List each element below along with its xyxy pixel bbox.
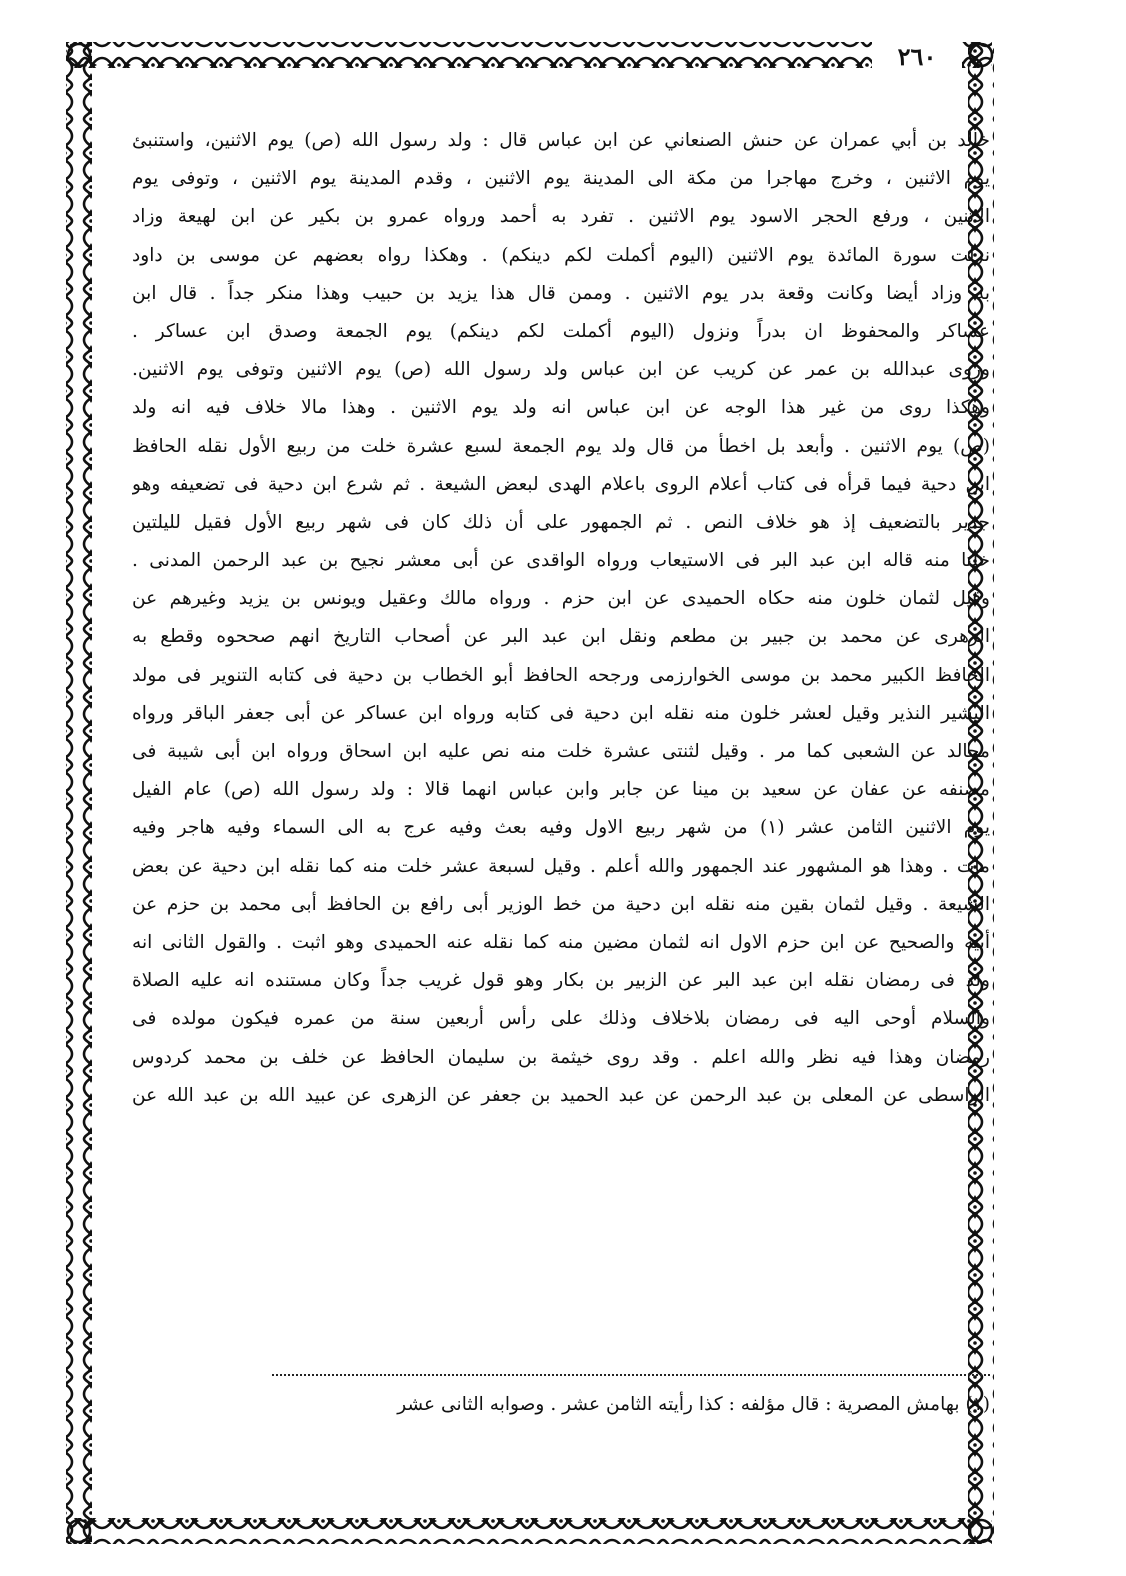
text-line: وروى عبدالله بن عمر عن كريب عن ابن عباس ولد رسول الله (ص) يوم الاثنين وتوفى يوم الاثنين. [132, 359, 990, 381]
text-line: الشيعة . وقيل لثمان بقين منه نقله ابن دحية من خط الوزير أبى رافع بن الحافظ أبى محمد بن حزم عن [132, 893, 990, 915]
text-line: أبيه والصحيح عن ابن حزم الاول انه لثمان مضين منه كما نقله عنه الحميدى وهو اثبت . والقول الثانى انه [132, 931, 990, 953]
text-line: مات . وهذا هو المشهور عند الجمهور والله أعلم . وقيل لسبعة عشر خلت منه كما نقله ابن دحية عن بعض [132, 855, 990, 877]
text-line: يوم الاثنين الثامن عشر (١) من شهر ربيع الاول وفيه بعث وفيه عرج به الى السماء وفيه هاجر وفيه [132, 817, 990, 839]
text-line: به وزاد أيضا وكانت وقعة بدر يوم الاثنين . وممن قال هذا يزيد بن حبيب وهذا منكر جداً . قال ابن [132, 282, 990, 304]
footnote: (١) بهامش المصرية : قال مؤلفه : كذا رأيته الثامن عشر . وصوابه الثانى عشر [397, 1394, 990, 1415]
text-line: خالد بن أبي عمران عن حنش الصنعاني عن ابن عباس قال : ولد رسول الله (ص) يوم الاثنين، واستنبئ [132, 130, 990, 151]
text-line: الواسطى عن المعلى بن عبد الرحمن عن عبد الحميد بن جعفر عن الزهرى عن عبيد الله بن عبد الله عن [132, 1084, 990, 1106]
text-line: البشير النذير وقيل لعشر خلون منه نقله ابن دحية فى كتابه ورواه ابن عساكر عن أبى جعفر الباقر ورواه [132, 702, 990, 724]
text-line: خلتا منه قاله ابن عبد البر فى الاستيعاب ورواه الواقدى عن أبى معشر نجيح بن عبد الرحمن المدنى . [132, 550, 990, 572]
page-number: ٢٦٠ [872, 40, 962, 74]
body-text [132, 122, 990, 1352]
text-line: مصنفه عن عفان عن سعيد بن مينا عن جابر وابن عباس انهما قالا : ولد رسول الله (ص) عام الفيل [132, 779, 990, 801]
text-line: نزلت سورة المائدة يوم الاثنين (اليوم أكملت لكم دينكم) . وهكذا رواه بعضهم عن موسى بن داود [132, 244, 990, 266]
text-line: عساكر والمحفوظ ان بدراً ونزول (اليوم أكملت لكم دينكم) يوم الجمعة وصدق ابن عساكر . [132, 320, 990, 342]
text-line: وهكذا روى من غير هذا الوجه عن ابن عباس انه ولد يوم الاثنين . وهذا مالا خلاف فيه انه ولد [132, 397, 990, 419]
text-line: جدير بالتضعيف إذ هو خلاف النص . ثم الجمهور على أن ذلك كان فى شهر ربيع الأول فقيل لليلتين [132, 511, 990, 533]
text-line: رمضان وهذا فيه نظر والله اعلم . وقد روى خيثمة بن سليمان الحافظ عن خلف بن محمد كردوس [132, 1046, 990, 1068]
text-line: الاثنين ، ورفع الحجر الاسود يوم الاثنين . تفرد به أحمد ورواه عمرو بن بكير عن ابن لهيعة وزاد [132, 206, 990, 228]
footnote-divider [272, 1374, 990, 1376]
text-line: يوم الاثنين ، وخرج مهاجرا من مكة الى المدينة يوم الاثنين ، وقدم المدينة يوم الاثنين ، وتوفى يوم [132, 168, 990, 190]
text-line: مجالد عن الشعبى كما مر . وقيل لثنتى عشرة خلت منه نص عليه ابن اسحاق ورواه ابن أبى شيبة فى [132, 741, 990, 762]
text-line: الزهرى عن محمد بن جبير بن مطعم ونقل ابن عبد البر عن أصحاب التاريخ انهم صححوه وقطع به [132, 626, 990, 648]
text-line: والسلام أوحى اليه فى رمضان بلاخلاف وذلك على رأس أربعين سنة من عمره فيكون مولده فى [132, 1008, 990, 1030]
text-line: ولد فى رمضان نقله ابن عبد البر عن الزبير بن بكار وهو قول غريب جداً وكان مستنده انه عليه الصلاة [132, 970, 990, 992]
text-line: وقيل لثمان خلون منه حكاه الحميدى عن ابن حزم . ورواه مالك وعقيل ويونس بن يزيد وغيرهم عن [132, 588, 990, 610]
text-line: ابن دحية فيما قرأه فى كتاب أعلام الروى باعلام الهدى لبعض الشيعة . ثم شرع ابن دحية فى تضعيفه وهو [132, 473, 990, 495]
text-line: الحافظ الكبير محمد بن موسى الخوارزمى ورجحه الحافظ أبو الخطاب بن دحية فى كتابه التنوير فى مولد [132, 664, 990, 686]
text-line: (ص) يوم الاثنين . وأبعد بل اخطأ من قال ولد يوم الجمعة لسبع عشرة خلت من ربيع الأول نقله الحافظ [132, 435, 990, 457]
